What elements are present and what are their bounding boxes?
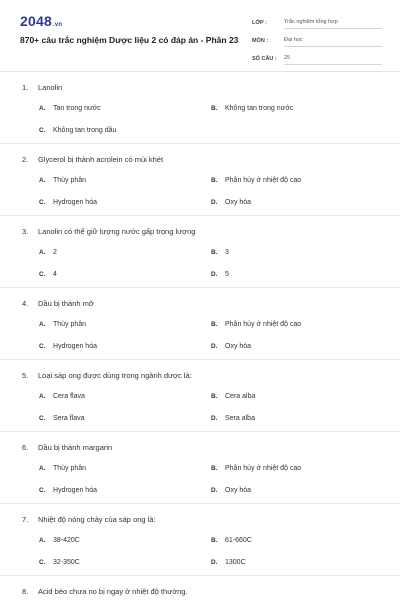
question-label: Glycerol bị thành acrolein có mùi khét xyxy=(38,155,164,164)
quiz-meta xyxy=(252,14,382,68)
option-text: Cera flava xyxy=(53,393,85,400)
meta-value: Đại học xyxy=(284,35,382,47)
meta-row-count xyxy=(252,50,382,65)
meta-label: LỚP : xyxy=(252,20,267,26)
question-number: 6. xyxy=(22,443,29,452)
option-d[interactable] xyxy=(211,487,251,494)
question-number: 4. xyxy=(22,299,29,308)
question-label: Lanolin có thể giữ lượng nước gấp trọng lượng xyxy=(38,227,196,236)
option-text: Sera alba xyxy=(225,415,255,422)
meta-row-class xyxy=(252,14,382,29)
question-8 xyxy=(0,576,400,600)
option-b[interactable] xyxy=(211,177,301,184)
question-number: 3. xyxy=(22,227,29,236)
option-letter: D. xyxy=(211,487,218,494)
option-b[interactable] xyxy=(211,393,255,400)
option-letter: C. xyxy=(39,559,46,566)
option-letter: C. xyxy=(39,415,46,422)
question-4 xyxy=(0,288,400,360)
option-d[interactable] xyxy=(211,415,255,422)
question-2 xyxy=(0,144,400,216)
option-b[interactable] xyxy=(211,465,301,472)
site-logo[interactable] xyxy=(20,13,62,33)
logo-tld: .vn xyxy=(52,22,63,28)
meta-row-subject xyxy=(252,32,382,47)
option-d[interactable] xyxy=(211,271,229,278)
option-letter: C. xyxy=(39,199,46,206)
option-c[interactable] xyxy=(39,343,97,350)
option-text: Không tan trong nước xyxy=(225,105,294,112)
question-text xyxy=(22,371,192,380)
meta-label: MÔN : xyxy=(252,38,269,44)
option-letter: B. xyxy=(211,537,218,544)
option-letter: C. xyxy=(39,127,46,134)
option-text: Hydrogen hóa xyxy=(53,487,97,494)
option-letter: B. xyxy=(211,177,218,184)
question-3 xyxy=(0,216,400,288)
option-a[interactable] xyxy=(39,537,80,544)
option-letter: D. xyxy=(211,199,218,206)
question-text xyxy=(22,155,163,164)
option-letter: A. xyxy=(39,393,46,400)
question-text xyxy=(22,299,94,308)
question-label: Dầu bị thành margarin xyxy=(38,443,113,452)
option-d[interactable] xyxy=(211,343,251,350)
option-letter: A. xyxy=(39,105,46,112)
option-text: Thủy phân xyxy=(53,321,87,328)
question-list xyxy=(0,72,400,600)
question-number: 5. xyxy=(22,371,29,380)
option-text: Hydrogen hóa xyxy=(53,343,97,350)
question-text xyxy=(22,587,188,596)
question-text xyxy=(22,443,112,452)
question-1 xyxy=(0,72,400,144)
option-letter: B. xyxy=(211,465,218,472)
option-d[interactable] xyxy=(211,559,246,566)
question-text xyxy=(22,83,62,92)
option-letter: D. xyxy=(211,271,218,278)
option-letter: C. xyxy=(39,271,46,278)
option-text: Sera flava xyxy=(53,415,85,422)
option-a[interactable] xyxy=(39,321,86,328)
logo-text: 2048 xyxy=(20,13,52,29)
question-label: Lanolin xyxy=(38,83,63,92)
option-b[interactable] xyxy=(211,537,252,544)
option-d[interactable] xyxy=(211,199,251,206)
option-text: 3 xyxy=(225,249,229,256)
option-letter: B. xyxy=(211,321,218,328)
question-label: Acid béo chưa no bị ngay ở nhiệt độ thường. xyxy=(38,587,188,596)
option-c[interactable] xyxy=(39,199,97,206)
option-text: 4 xyxy=(53,271,57,278)
option-letter: A. xyxy=(39,465,46,472)
option-a[interactable] xyxy=(39,393,85,400)
option-text: 2 xyxy=(53,249,57,256)
option-a[interactable] xyxy=(39,177,86,184)
option-b[interactable] xyxy=(211,105,293,112)
option-a[interactable] xyxy=(39,249,57,256)
question-text xyxy=(22,227,195,236)
question-7 xyxy=(0,504,400,576)
option-letter: A. xyxy=(39,321,46,328)
option-c[interactable] xyxy=(39,415,85,422)
question-number: 2. xyxy=(22,155,29,164)
question-6 xyxy=(0,432,400,504)
meta-label: SỐ CÂU : xyxy=(252,56,277,62)
option-letter: D. xyxy=(211,559,218,566)
question-label: Loại sáp ong được dùng trong ngành dược là: xyxy=(38,371,192,380)
question-text xyxy=(22,515,156,524)
option-text: Phân hủy ở nhiệt độ cao xyxy=(225,177,302,184)
option-text: Thủy phân xyxy=(53,177,87,184)
option-text: Thủy phân xyxy=(53,465,87,472)
option-letter: B. xyxy=(211,393,218,400)
meta-value: 25 xyxy=(284,53,382,65)
question-number: 1. xyxy=(22,83,29,92)
option-text: 1300C xyxy=(225,559,246,566)
option-text: Tan trong nước xyxy=(53,105,101,112)
option-letter: C. xyxy=(39,487,46,494)
option-text: 32-350C xyxy=(53,559,80,566)
option-text: Oxy hóa xyxy=(225,199,252,206)
page-title: 870+ câu trắc nghiệm Dược liệu 2 có đáp án - Phần 23 xyxy=(20,35,239,45)
option-b[interactable] xyxy=(211,321,301,328)
option-text: Hydrogen hóa xyxy=(53,199,97,206)
option-b[interactable] xyxy=(211,249,229,256)
option-a[interactable] xyxy=(39,105,101,112)
option-letter: D. xyxy=(211,415,218,422)
option-c[interactable] xyxy=(39,271,57,278)
option-c[interactable] xyxy=(39,127,116,134)
option-c[interactable] xyxy=(39,559,80,566)
option-letter: C. xyxy=(39,343,46,350)
option-text: 5 xyxy=(225,271,229,278)
option-letter: A. xyxy=(39,249,46,256)
option-letter: A. xyxy=(39,177,46,184)
option-text: 61-660C xyxy=(225,537,252,544)
option-text: Phân hủy ở nhiệt độ cao xyxy=(225,465,302,472)
question-number: 8. xyxy=(22,587,29,596)
option-letter: B. xyxy=(211,105,218,112)
option-text: Cera alba xyxy=(225,393,256,400)
option-letter: D. xyxy=(211,343,218,350)
option-text: Không tan trong dầu xyxy=(53,127,117,134)
meta-value: Trắc nghiệm tổng hợp xyxy=(284,17,382,29)
option-letter: B. xyxy=(211,249,218,256)
option-a[interactable] xyxy=(39,465,86,472)
question-label: Nhiệt độ nóng chảy của sáp ong là: xyxy=(38,515,156,524)
page-header xyxy=(0,0,400,72)
option-c[interactable] xyxy=(39,487,97,494)
question-5 xyxy=(0,360,400,432)
option-text: Phân hủy ở nhiệt độ cao xyxy=(225,321,302,328)
option-text: Oxy hóa xyxy=(225,343,252,350)
question-label: Dầu bị thành mỡ xyxy=(38,299,94,308)
option-text: 38-420C xyxy=(53,537,80,544)
option-text: Oxy hóa xyxy=(225,487,252,494)
option-letter: A. xyxy=(39,537,46,544)
question-number: 7. xyxy=(22,515,29,524)
